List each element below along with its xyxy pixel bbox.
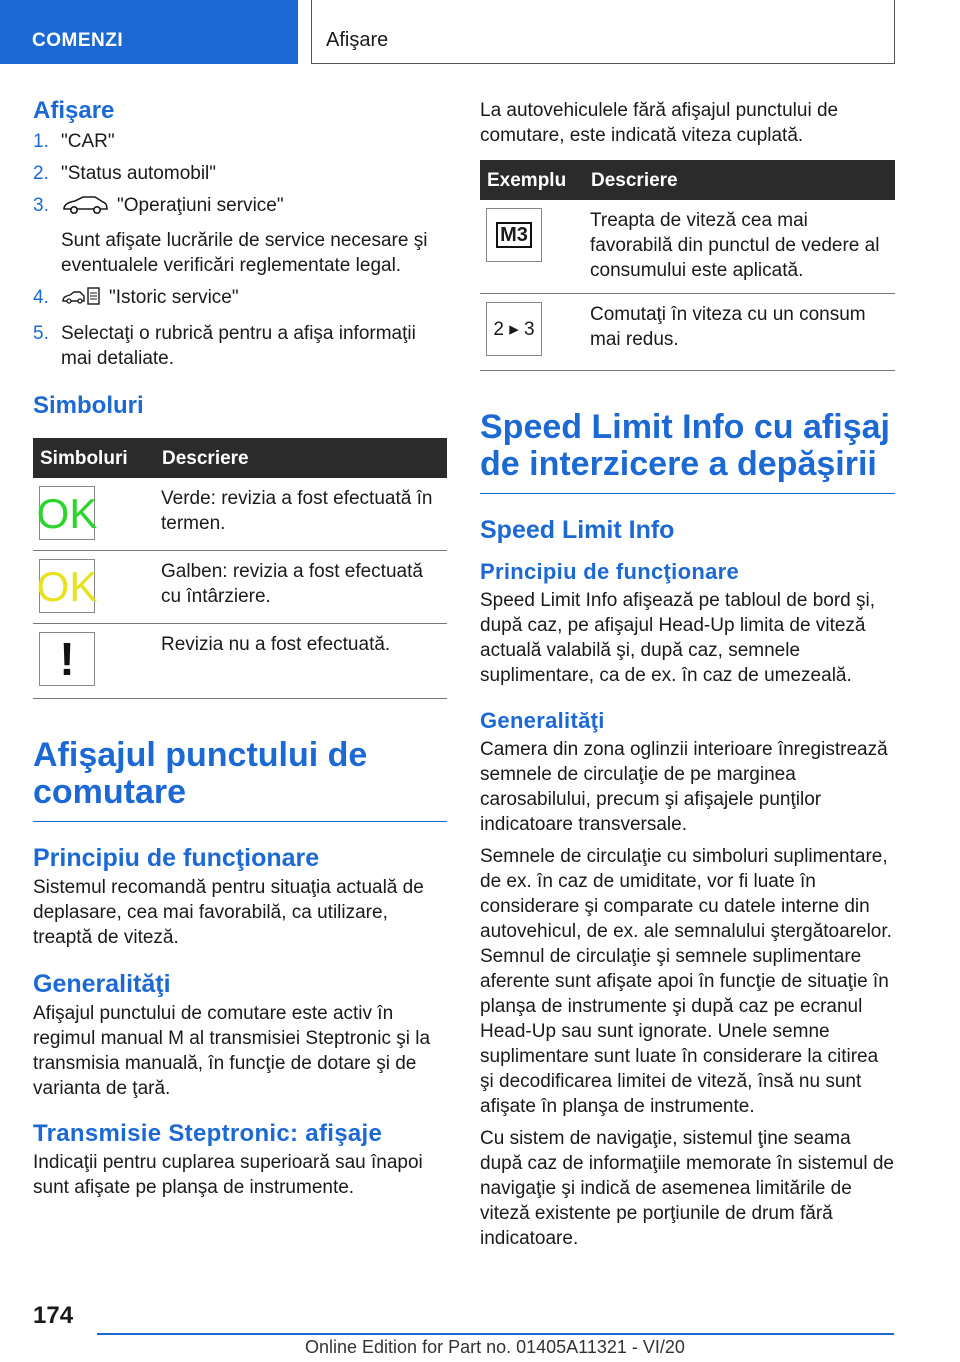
speed-limit-heading: Speed Limit Info cu afişaj de interzicere a depăşirii [480,409,895,494]
list-text: "Status automobil" [61,163,217,184]
service-history-icon [61,285,101,314]
table-row [33,624,447,699]
section-tab[interactable] [0,0,298,64]
list-number: 5. [33,323,49,344]
steptronic-text: Indicaţii pentru cuplarea superioară sau înapoi sunt afişate pe planşa de instrumente. [33,1152,423,1198]
chapter-label: Afişare [326,29,389,51]
sli-principiu-text: Speed Limit Info afişează pe tabloul de bord şi, după caz, pe afişajul Head-Up limita de viteză actuală valabilă şi, după caz, semnele suplimentare, ca de ex. în caz de umezeală. [480,590,876,686]
sli-generalitati-p2: Semnele de circulaţie cu simboluri suplimentare, de ex. în caz de umiditate, vor fi luate în considerare şi comparate cu datele interne din autovehicul, de ex. ale semnalului ştergătoarelor. Semnul de circulaţie şi semnele suplimentare aferente sunt afişate apoi în funcţie de situaţie în planşa de instrumente şi după caz pe ecranul Head-Up sau sunt ignorate. Unele semne suplimentare sunt luate în considerare la citirea şi decodificarea limitei de viteză, însă nu sunt afişate în planşa de instrumente. [480,846,892,1117]
shift-point-heading: Afişajul punctului de comutare [33,737,447,822]
table-cell: Revizia nu a fost efectuată. [155,624,447,699]
list-number: 3. [33,195,49,216]
section-label: COMENZI [32,30,124,51]
afisare-heading: Afişare [33,97,115,124]
left-column [33,98,447,1200]
principiu-heading: Principiu de funcţionare [33,844,320,872]
principiu-text: Sistemul recomandă pentru situaţia actuală de deplasare, cea mai favorabilă, ca utilizare, treaptă de viteză. [33,877,424,948]
gear-intro: La autovehiculele fără afişajul punctului de comutare, este indicată viteza cuplată. [480,100,839,146]
list-item [33,193,447,278]
symbols-table [33,438,447,699]
list-number: 1. [33,131,49,152]
table-row [33,478,447,551]
table-row [480,294,895,371]
table-cell: Treapta de viteză cea mai favorabilă din punctul de vedere al consumului este aplicată. [584,200,895,294]
list-item [33,129,447,154]
sli-heading: Speed Limit Info [480,516,675,544]
sli-generalitati-heading: Generalităţi [480,708,605,733]
menu-list [33,129,447,371]
list-text: "Operaţiuni service" [117,195,284,216]
ok-green-icon: OK [39,486,95,540]
car-service-icon [61,195,109,222]
generalitati-heading: Generalităţi [33,970,171,998]
page-number: 174 [33,1302,74,1329]
shift-up-icon: 2 ▸ 3 [486,302,542,356]
list-subtext: Sunt afişate lucrările de service necesare şi eventualele verificări reglementate legal. [61,230,428,276]
list-item [33,285,447,314]
ok-yellow-icon: OK [39,559,95,613]
list-text: "CAR" [61,131,115,152]
generalitati-text: Afişajul punctului de comutare este activ în regimul manual M al transmisiei Steptronic şi la transmisia manuală, în funcţie de dotare şi de varianta de ţară. [33,1003,431,1099]
table-header: Descriere [584,160,895,200]
list-text: Selectaţi o rubrică pentru a afişa informaţii mai detaliate. [61,323,416,369]
sli-generalitati-p1: Camera din zona oglinzii interioare înregistrează semnele de circulaţie de pe marginea carosabilului, precum şi afişajele punţilor indicatoare transversale. [480,739,888,835]
table-row [33,551,447,624]
exclamation-icon: ! [39,632,95,686]
table-cell: Verde: revizia a fost efectuată în termen. [155,478,447,551]
table-header: Exemplu [480,160,584,200]
edition-text: Online Edition for Part no. 01405A11321 - VI/20 [305,1337,685,1357]
steptronic-heading: Transmisie Steptronic: afişaje [33,1120,383,1147]
table-cell: Galben: revizia a fost efectuată cu întârziere. [155,551,447,624]
gear-table [480,160,895,371]
list-number: 2. [33,163,49,184]
table-cell: Comutaţi în viteza cu un consum mai redus. [584,294,895,371]
sli-principiu-heading: Principiu de funcţionare [480,559,740,584]
footer-divider [97,1333,894,1335]
table-row [480,200,895,294]
list-text: "Istoric service" [109,287,239,308]
table-header: Simboluri [33,438,155,478]
sli-generalitati-p3: Cu sistem de navigaţie, sistemul ţine seama după caz de informaţiile memorate în sistemul de navigaţie şi indică de asemenea limitările de viteză existente pe porţiunile de drum fără indicatoare. [480,1128,894,1249]
table-header: Descriere [155,438,447,478]
list-item [33,321,447,371]
list-number: 4. [33,287,49,308]
right-column [480,98,895,1251]
gear-m3-icon [486,208,542,262]
simboluri-heading: Simboluri [33,392,144,419]
chapter-tab [311,0,895,64]
gear-m3-text: M3 [496,222,532,248]
list-item [33,161,447,186]
